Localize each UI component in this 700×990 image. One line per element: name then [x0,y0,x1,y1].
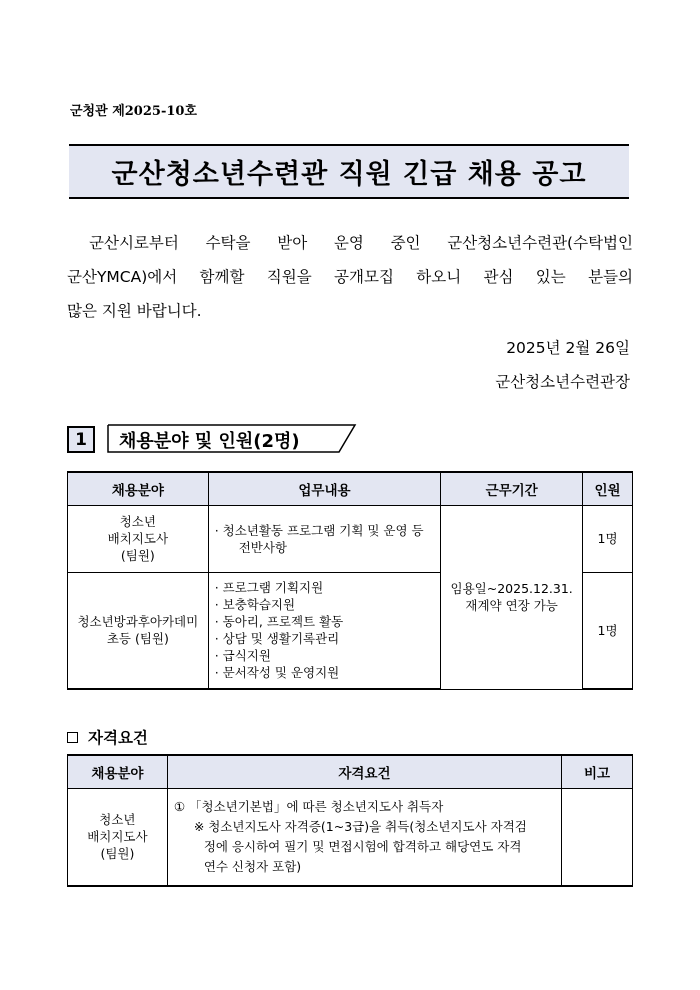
intro-line: 많은 지원 바랍니다. [67,302,202,320]
requirements-cell [167,788,561,886]
table-header-row [68,472,633,505]
field-line: 청소년방과후아카데미 [77,614,199,630]
square-bullet-icon [67,732,78,743]
duty-item: · 동아리, 프로젝트 활동 [214,614,344,630]
duties-cell [208,572,441,689]
requirement-note-continued: 정에 응시하여 필기 및 면접시험에 합격하고 해당연도 자격 [203,838,522,854]
table-row [68,505,633,572]
period-line: 재계약 연장 가능 [465,598,558,613]
count-cell: 1명 [583,505,633,572]
table-row [68,788,633,886]
header-count: 인원 [583,472,633,505]
requirement-note: ※ 청소년지도사 자격증(1~3급)을 취득(청소년지도사 자격검 [193,818,527,834]
duty-item: · 상담 및 생활기록관리 [214,631,340,647]
duty-item-continued: 전반사항 [238,539,287,555]
header-period: 근무기간 [441,472,583,505]
count-cell: 1명 [583,572,633,689]
header-remarks: 비고 [562,755,633,788]
document-number: 군청관 제2025-10호 [70,104,197,119]
intro-line: 군산YMCA)에서 함께할 직원을 공개모집 하오니 관심 있는 분들의 [67,268,633,286]
intro-paragraph [67,226,633,328]
header-requirements: 자격요건 [167,755,561,788]
announcement-date: 2025년 2월 26일 [506,339,630,357]
duty-item: · 문서작성 및 운영지원 [214,665,340,681]
field-cell [68,572,209,689]
issuer-name: 군산청소년수련관장 [495,373,630,391]
period-line: 임용일~2025.12.31. [450,581,573,596]
field-cell [68,505,209,572]
section-title: 채용분야 및 인원(2명) [119,431,300,452]
field-line: (팀원) [100,846,135,861]
requirement-main: ① 「청소년기본법」에 따른 청소년지도사 취득자 [173,798,444,814]
field-line: 초등 (팀원) [106,631,169,647]
duty-item: · 프로그램 기획지원 [214,580,324,596]
section-number-badge: 1 [67,426,95,453]
field-line: 배치지도사 [107,531,169,546]
qualifications-heading [67,726,148,748]
field-line: (팀원) [120,548,155,563]
header-field: 채용분야 [68,472,209,505]
requirement-note-continued: 연수 신청자 포함) [203,858,302,874]
page-title: 군산청소년수련관 직원 긴급 채용 공고 [111,159,587,190]
field-cell [68,788,168,886]
recruitment-table [67,471,633,690]
qualifications-table [67,754,633,887]
duty-item: · 청소년활동 프로그램 기획 및 운영 등 [214,522,424,538]
duty-item: · 보충학습지원 [214,597,296,613]
title-banner [69,144,629,199]
duty-item: · 급식지원 [214,648,271,664]
field-line: 배치지도사 [87,829,148,844]
section-title-tab [107,424,357,453]
remarks-cell [562,788,633,886]
period-cell [441,505,583,689]
qualifications-title: 자격요건 [88,729,148,747]
header-field: 채용분야 [68,755,168,788]
field-line: 청소년 [99,812,136,827]
header-duties: 업무내용 [208,472,441,505]
field-line: 청소년 [119,514,156,529]
duties-cell [208,505,441,572]
table-header-row [68,755,633,788]
intro-line: 군산시로부터 수탁을 받아 운영 중인 군산청소년수련관(수탁법인 [89,234,633,252]
